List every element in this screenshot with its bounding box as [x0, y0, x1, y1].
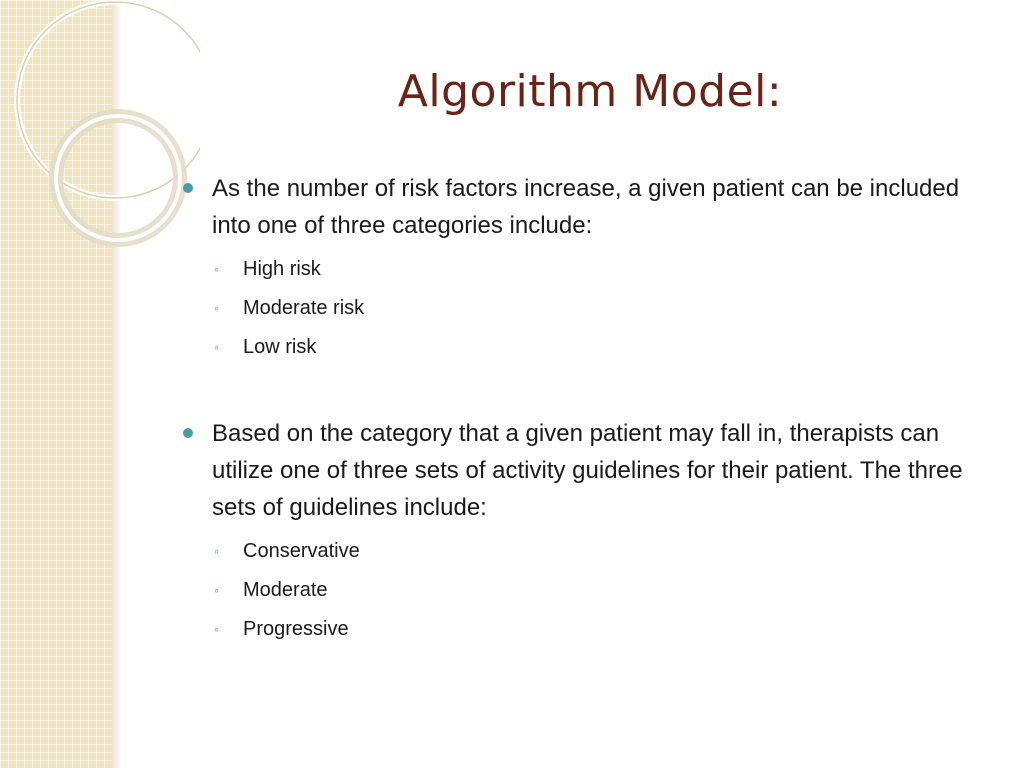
hollow-circle-bullet-icon: ◦ [214, 582, 219, 598]
filled-circle-bullet-icon [183, 428, 193, 438]
sub-bullet-text: High risk [243, 258, 321, 280]
bullet-text: As the number of risk factors increase, a given patient can be included into one of three categories include: [212, 175, 960, 239]
hollow-circle-bullet-icon: ◦ [214, 543, 219, 559]
decorative-rings-icon [0, 0, 200, 260]
hollow-circle-bullet-icon: ◦ [214, 621, 219, 637]
bullet-item [180, 415, 1000, 526]
sub-bullet-item [180, 289, 1000, 328]
sub-bullet-item [180, 328, 1000, 367]
sub-bullet-text: Conservative [243, 540, 360, 562]
slide-title: Algorithm Model: [397, 66, 783, 117]
bullet-text: Based on the category that a given patient may fall in, therapists can utilize one of three sets of activity guidelines for their patient. The three sets of guidelines include: [212, 420, 963, 521]
hollow-circle-bullet-icon: ◦ [214, 339, 219, 355]
sub-bullet-text: Progressive [243, 618, 349, 640]
sub-bullet-list [180, 532, 1000, 649]
hollow-circle-bullet-icon: ◦ [214, 261, 219, 277]
sub-bullet-list [180, 250, 1000, 367]
spacer [180, 367, 1000, 415]
sub-bullet-text: Moderate risk [243, 297, 365, 319]
sub-bullet-item [180, 571, 1000, 610]
sub-bullet-item [180, 250, 1000, 289]
sub-bullet-item [180, 532, 1000, 571]
sub-bullet-text: Moderate [243, 579, 328, 601]
sub-bullet-item [180, 610, 1000, 649]
filled-circle-bullet-icon [183, 183, 193, 193]
bullet-item [180, 170, 1000, 244]
sub-bullet-text: Low risk [243, 336, 317, 358]
slide-content [180, 170, 1000, 649]
hollow-circle-bullet-icon: ◦ [214, 300, 219, 316]
